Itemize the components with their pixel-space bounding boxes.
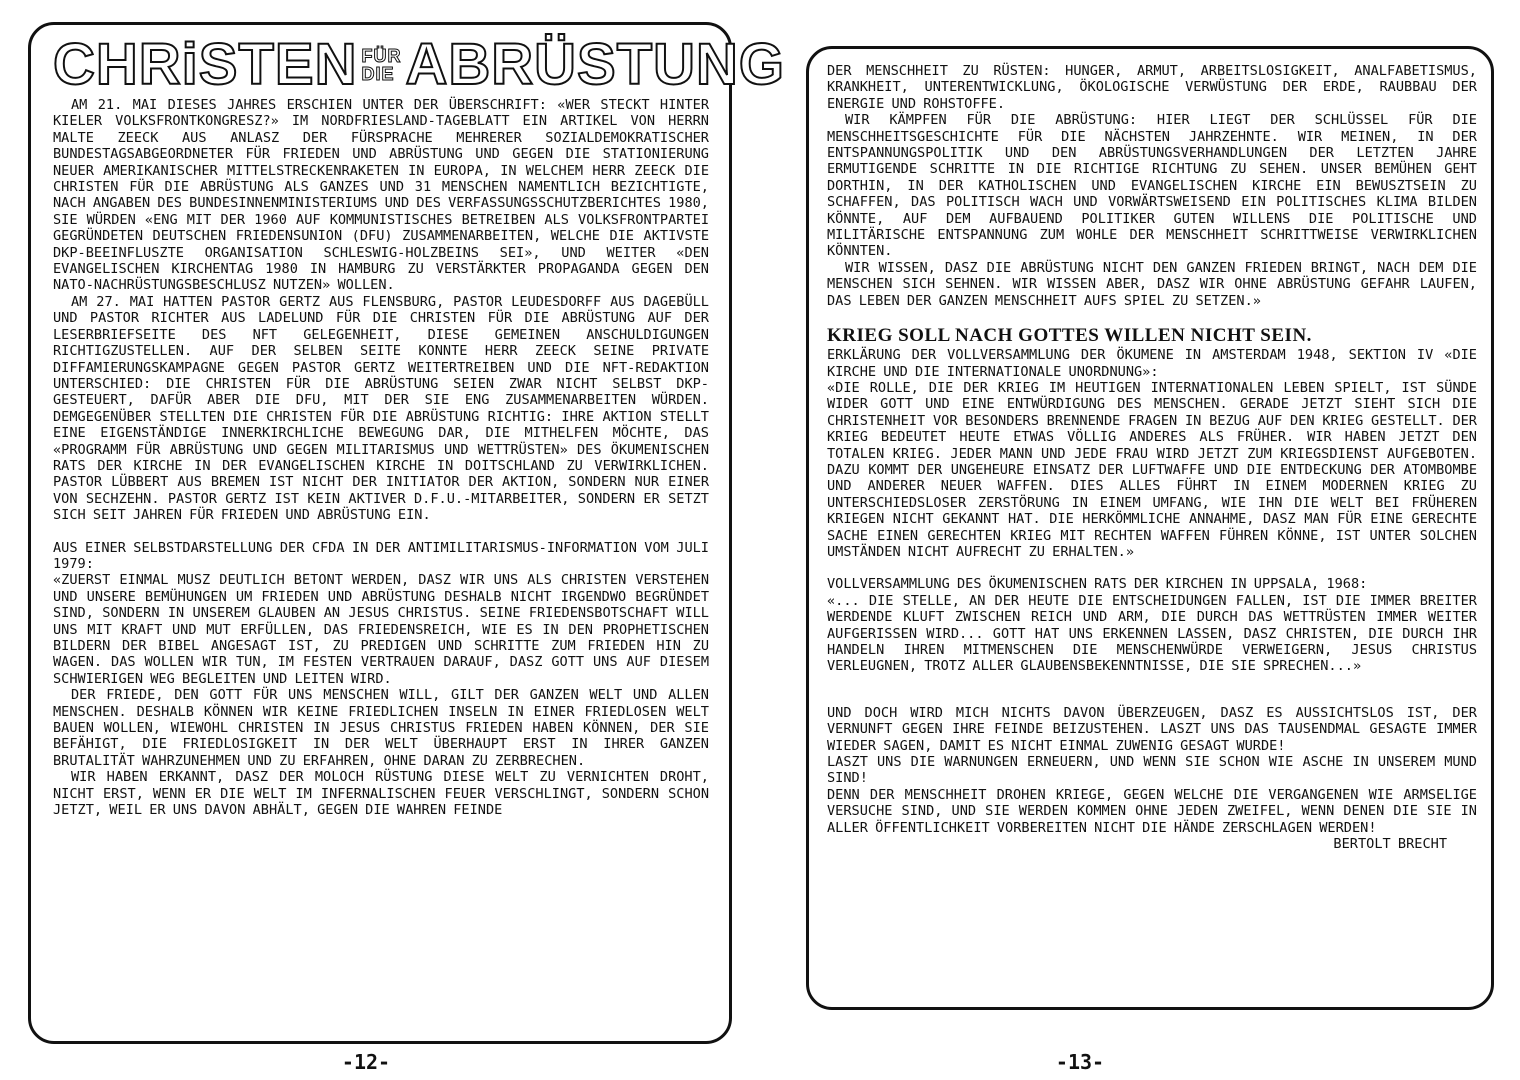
paragraph: DER MENSCHHEIT ZU RÜSTEN: HUNGER, ARMUT, ARBEITSLOSIGKEIT, ANALFABETISMUS, KRANKHEIT, UNTERENTWICKLUNG, ÖKOLOGISCHE VERWÜSTUNG DER ERDE, RAUBBAU DER ENERGIE UND ROHSTOFFE. bbox=[827, 63, 1477, 112]
paragraph: WIR WISSEN, DASZ DIE ABRÜSTUNG NICHT DEN GANZEN FRIEDEN BRINGT, NACH DEM DIE MENSCHEN SICH SEHNEN. WIR WISSEN ABER, DASZ WIR OHNE ABRÜSTUNG GEFAHR LAUFEN, DAS LEBEN DER GANZEN MENSCHHEIT AUFS SPIEL ZU SETZEN.» bbox=[827, 259, 1477, 309]
quote-paragraph: DER FRIEDE, DEN GOTT FÜR UNS MENSCHEN WILL, GILT DER GANZEN WELT UND ALLEN MENSCHEN. DESHALB KÖNNEN WIR KEINE FRIEDLICHEN INSELN IN EINER FRIEDLOSEN WELT BAUEN WOLLEN, WIEWOHL CHRISTEN IN JESUS CHRISTUS FRIEDEN HABEN KÖNNEN, DER SIE BEFÄHIGT, DIE FRIEDLOSIGKEIT IN DER WELT ÜBERHAUPT ERST IN IHRER GANZEN BRUTALITÄT WAHRZUNEHMEN UND ZU ERFAHREN, OHNE DARAN ZU ZERBRECHEN. bbox=[53, 687, 709, 769]
quote-paragraph: «... DIE STELLE, AN DER HEUTE DIE ENTSCHEIDUNGEN FALLEN, IST DIE IMMER BREITER WERDENDE KLUFT ZWISCHEN REICH UND ARM, DIE DURCH DAS WETTRÜSTEN IMMER WEITER AUFGERISSEN WIRD... GOTT HAT UNS ERKENNEN LASSEN, DASZ CHRISTEN, DIE DURCH IHR HANDELN IHREN MITMENSCHEN DIE MENSCHENWÜRDE VERWEIGERN, JESUS CHRISTUS VERLEUGNEN, TROTZ ALLER GLAUBENSBEKENNTNISSE, DIE SIE SPRECHEN...» bbox=[827, 592, 1477, 675]
brecht-paragraph: UND DOCH WIRD MICH NICHTS DAVON ÜBERZEUGEN, DASZ ES AUSSICHTSLOS IST, DER VERNUNFT GEGEN IHRE FEINDE BEIZUSTEHEN. LASZT UNS DAS TAUSENDMAL GESAGTE IMMER WIEDER SAGEN, DAMIT ES NICHT EINMAL ZUWENIG GESAGT WURDE! bbox=[827, 704, 1477, 754]
quote-paragraph: «ZUERST EINMAL MUSZ DEUTLICH BETONT WERDEN, DASZ WIR UNS ALS CHRISTEN VERSTEHEN UND UNSERE BEMÜHUNGEN UM FRIEDEN UND ABRÜSTUNG DESHALB NICHT IRGENDWO BEGRÜNDET SIND, SONDERN IN UNSEREM GLAUBEN AN JESUS CHRISTUS. SEINE FRIEDENSBOTSCHAFT WILL UNS MIT KRAFT UND MUT ERFÜLLEN, DAS FRIEDENSREICH, WIE ES IN DEN PROPHETISCHEN BILDERN DER BIBEL ANGESAGT IST, ZU PREDIGEN UND SCHRITTE ZUM FRIEDEN HIN ZU WAGEN. DAS WOLLEN WIR TUN, IM FESTEN VERTRAUEN DARAUF, DASZ GOTT UNS AUF DIESEM SCHWIERIGEN WEG BEGLEITEN UND LEITEN WIRD. bbox=[53, 572, 709, 687]
quote-paragraph: «DIE ROLLE, DIE DER KRIEG IM HEUTIGEN INTERNATIONALEN LEBEN SPIELT, IST SÜNDE WIDER GOTT UND EINE ENTWÜRDIGUNG DES MENSCHEN. GERADE JETZT SIEHT SICH DIE CHRISTENHEIT VOR BESONDERS BRENNENDE FRAGEN IN BEZUG AUF DEN KRIEG GESTELLT. DER KRIEG BEDEUTET HEUTE ETWAS VÖLLIG ANDERES ALS FRÜHER. WIR HABEN JETZT DEN TOTALEN KRIEG. JEDER MANN UND JEDE FRAU WIRD JETZT ZUM KRIEGSDIENST AUFGEBOTEN. DAZU KOMMT DER UNGEHEURE EINSATZ DER LUFTWAFFE UND DIE ENTDECKUNG DER ATOMBOMBE UND ANDERER NEUER WAFFEN. DIES ALLES FÜHRT IN EINEM MODERNEN KRIEG ZU UNTERSCHIEDSLOSER ZERSTÖRUNG IN EINEM UMFANG, WIE IHN DIE WELT BEI FRÜHEREN KRIEGEN NICHT GEKANNT HAT. DIE HERKÖMMLICHE ANNAHME, DASZ MAN FÜR EINE GERECHTE SACHE EINEN GERECHTEN KRIEG MIT RECHTEN WAFFEN FÜHREN KÖNNE, IST UNTER SOLCHEN UMSTÄNDEN NICHT AUFRECHT ZU ERHALTEN.» bbox=[827, 379, 1477, 560]
title-small-fur: FÜR bbox=[361, 46, 402, 66]
paragraph: AM 27. MAI HATTEN PASTOR GERTZ AUS FLENSBURG, PASTOR LEUDESDORFF AUS DAGEBÜLL UND PASTOR RICHTER AUS LADELUND FÜR DIE CHRISTEN FÜR DIE ABRÜSTUNG AUF DER LESERBRIEFSEITE DES NFT GELEGENHEIT, DIESE GEMEINEN ANSCHULDIGUNGEN RICHTIGZUSTELLEN. AUF DER SELBEN SEITE KONNTE HERR ZEECK SEINE PRIVATE DIFFAMIERUNGSKAMPAGNE GEGEN PASTOR GERTZ WEITERTREIBEN UND DIE NFT-REDAKTION UNTERSCHIED: DIE CHRISTEN FÜR DIE ABRÜSTUNG SEIEN ZWAR NICHT SELBST DKP-GESTEUERT, DAFÜR ABER DIE DFU, MIT DER SIE ENG ZUSAMMENARBEITEN WÜRDEN. DEMGEGENÜBER STELLTEN DIE CHRISTEN FÜR DIE ABRÜSTUNG RICHTIG: IHRE AKTION STELLT EINE EIGENSTÄNDIGE INNERKIRCHLICHE BEWEGUNG DAR, DIE MITHELFEN MÖCHTE, DAS «PROGRAMM FÜR ABRÜSTUNG UND GEGEN MILITARISMUS UND WETTRÜSTEN» DES ÖKUMENISCHEN RATS DER KIRCHE IN DER EVANGELISCHEN KIRCHE IN DOITSCHLAND ZU VERWIRKLICHEN. PASTOR LÜBBERT AUS BREMEN IST NICHT DER INITIATOR DER AKTION, SONDERN NUR EINER VON SECHZEHN. PASTOR GERTZ IST KEIN AKTIVER D.F.U.-MITARBEITER, SONDERN ER SETZT SICH SEIT JAHREN FÜR FRIEDEN UND ABRÜSTUNG EIN. bbox=[53, 293, 709, 524]
author-name: BERTOLT BRECHT bbox=[1333, 836, 1447, 853]
paragraph: WIR KÄMPFEN FÜR DIE ABRÜSTUNG: HIER LIEGT DER SCHLÜSSEL FÜR DIE MENSCHHEITSGESCHICHTE FÜR DIE NÄCHSTEN JAHRZEHNTE. WIR MEINEN, IN DER ENTSPANNUNGSPOLITIK UND DEN ABRÜSTUNGSVERHANDLUNGEN DER LETZTEN JAHRE ERMUTIGENDE SCHRITTE IN DIE RICHTIGE RICHTUNG ZU SEHEN. UNSER BEMÜHEN GEHT DORTHIN, IN DER KATHOLISCHEN UND EVANGELISCHEN KIRCHE EIN BEWUSZTSEIN ZU SCHAFFEN, DAS POLITISCH WACH UND VORWÄRTSWEISEND EIN POLITISCHES KLIMA BILDEN KÖNNTE, AUF DEM AUFBAUEND POLITIKER GUTEN WILLENS DIE POLITISCHE UND MILITÄRISCHE ENTSPANNUNG ZUM WOHLE DER MENSCHHEIT SCHRITTWEISE VERWIRKLICHEN KÖNNTEN. bbox=[827, 112, 1477, 260]
paragraph: AUS EINER SELBSTDARSTELLUNG DER CFDA IN DER ANTIMILITARISMUS-INFORMATION VOM JULI 1979: bbox=[53, 539, 709, 572]
paragraph: VOLLVERSAMMLUNG DES ÖKUMENISCHEN RATS DER KIRCHEN IN UPPSALA, 1968: bbox=[827, 576, 1368, 593]
quote-paragraph: WIR HABEN ERKANNT, DASZ DER MOLOCH RÜSTUNG DIESE WELT ZU VERNICHTEN DROHT, NICHT ERST, WENN ER DIE WELT IM INFERNALISCHEN FEUER VERSCHLINGT, SONDERN SCHON JETZT, WEIL ER UNS DAVON ABHÄLT, GEGEN DIE WAHREN FEINDE bbox=[53, 769, 709, 819]
page-number: -13- bbox=[1055, 1050, 1105, 1074]
page-title bbox=[53, 32, 786, 97]
left-page-frame bbox=[28, 22, 786, 1044]
brecht-paragraph: DENN DER MENSCHHEIT DROHEN KRIEGE, GEGEN WELCHE DIE VERGANGENEN WIE ARMSELIGE VERSUCHE SIND, UND SIE WERDEN KOMMEN OHNE JEDEN ZWEIFEL, WENN DENEN DIE SIE IN ALLER ÖFFENTLICHKEIT VORBEREITEN NICHT DIE HÄNDE ZERSCHLAGEN WERDEN! bbox=[827, 786, 1477, 836]
paragraph: AM 21. MAI DIESES JAHRES ERSCHIEN UNTER DER ÜBERSCHRIFT: «WER STECKT HINTER KIELER VOLKSFRONTKONGRESZ?» IM NORDFRIESLAND-TAGEBLATT EIN ARTIKEL VON HERRN MALTE ZEECK AUS ANLASZ DER FÜRSPRACHE MEHRERER SOZIALDEMOKRATISCHER BUNDESTAGSABGEORDNETER FÜR FRIEDEN UND ABRÜSTUNG UND GEGEN DIE STATIONIERUNG NEUER AMERIKANISCHER MITTELSTRECKENRAKETEN IN EUROPA, IN WELCHEM HERR ZEECK DIE CHRISTEN FÜR DIE ABRÜSTUNG ALS GANZES UND 31 MENSCHEN NAMENTLICH BEZICHTIGTE, NACH ANGABEN DES BUNDESINNENMINISTERIUMS UND DES VERFASSUNGSSCHUTZBERICHTES 1980, SIE WÜRDEN «ENG MIT DER 1960 AUF KOMMUNISTISCHES BETREIBEN ALS VOLKSFRONTPARTEI GEGRÜNDETEN DEUTSCHEN FRIEDENSUNION (DFU) ZUSAMMENARBEITEN, WELCHE DIE AKTIVSTE DKP-BEEINFLUSZTE ORGANISATION SCHLESWIG-HOLZBEINS SEI», UND WEITER «DEN EVANGELISCHEN KIRCHENTAG 1980 IN HAMBURG ZU VERSTÄRKTER PROPAGANDA GEGEN DEN NATO-NACHRÜSTUNGSBESCHLUSZ NUTZEN» WOLLEN. bbox=[53, 97, 709, 294]
section-heading: KRIEG SOLL NACH GOTTES WILLEN NICHT SEIN. bbox=[827, 325, 1312, 347]
right-page bbox=[760, 0, 1520, 1080]
paragraph: ERKLÄRUNG DER VOLLVERSAMMLUNG DER ÖKUMENE IN AMSTERDAM 1948, SEKTION IV «DIE KIRCHE UND DIE INTERNATIONALE UNORDNUNG»: bbox=[827, 347, 1477, 380]
title-small-die: DIE bbox=[361, 64, 395, 84]
page-number: -12- bbox=[341, 1050, 391, 1074]
brecht-paragraph: LASZT UNS DIE WARNUNGEN ERNEUERN, UND WENN SIE SCHON WIE ASCHE IN UNSEREM MUND SIND! bbox=[827, 754, 1477, 787]
title-part-abrustung: ABRÜSTUNG bbox=[405, 32, 786, 97]
right-page-frame bbox=[806, 46, 1494, 1010]
title-part-christen: CHRiSTEN bbox=[53, 32, 358, 97]
title-small-words bbox=[361, 47, 401, 83]
